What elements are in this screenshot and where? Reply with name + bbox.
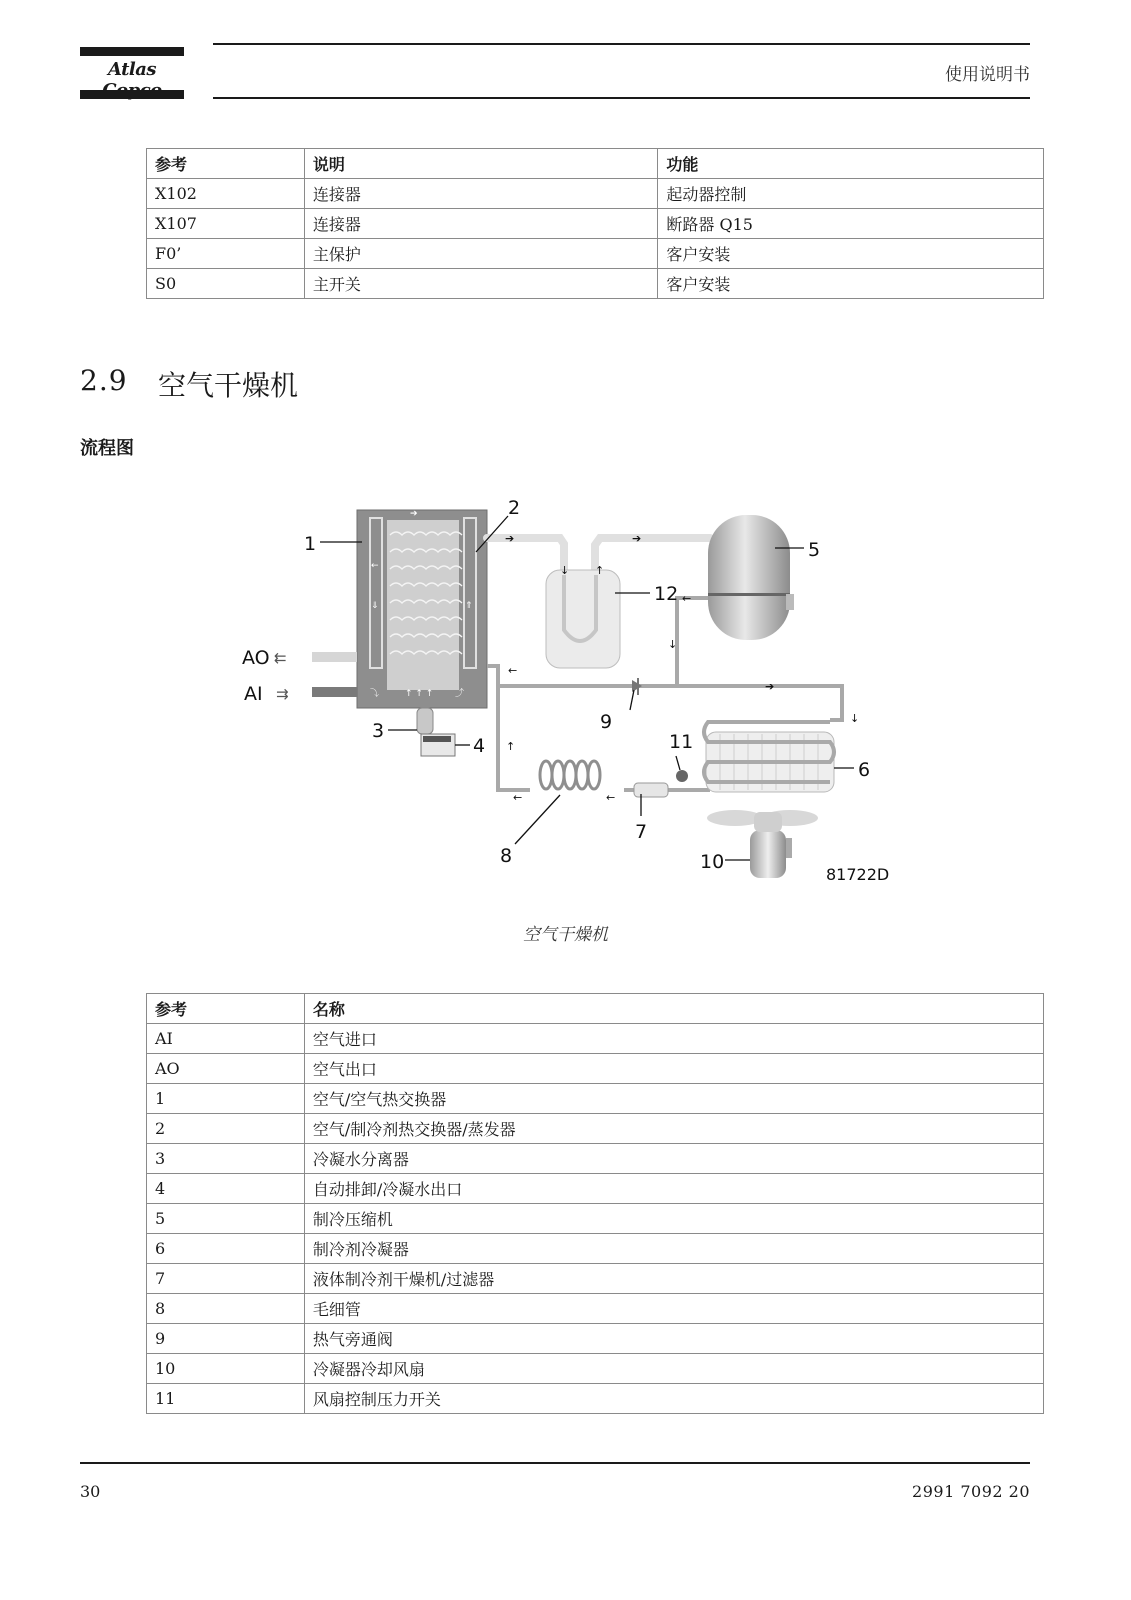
- table-row: [147, 1084, 1044, 1114]
- cell-ref: 2: [147, 1114, 305, 1144]
- callout-1: 1: [304, 533, 317, 555]
- logo-wordmark: Atlas: [107, 59, 157, 80]
- svg-text:↓: ↓: [668, 638, 678, 651]
- svg-text:←: ←: [513, 791, 523, 804]
- cell-ref: 11: [147, 1384, 305, 1414]
- cell-description: 主开关: [304, 269, 658, 299]
- cell-name: 空气/空气热交换器: [304, 1084, 1043, 1114]
- svg-text:➔: ➔: [765, 680, 775, 693]
- diagram-code: 81722D: [826, 865, 890, 884]
- svg-text:←: ←: [606, 791, 616, 804]
- svg-text:⇉: ⇉: [276, 685, 289, 703]
- air-dryer-flow-diagram: [230, 490, 910, 890]
- svg-text:←: ←: [371, 561, 379, 571]
- air-outlet-label: AO: [242, 647, 270, 669]
- cell-ref: F0’: [147, 239, 305, 269]
- table-row: [147, 179, 1044, 209]
- table-row: [147, 1354, 1044, 1384]
- svg-text:⤵: ⤵: [370, 689, 380, 699]
- component-legend-table: [146, 993, 1044, 1414]
- callout-6: 6: [858, 759, 871, 781]
- compressor-5: [708, 515, 794, 640]
- cell-name: 空气出口: [304, 1054, 1043, 1084]
- column-header-ref: 参考: [147, 149, 305, 179]
- callout-2: 2: [508, 497, 521, 519]
- svg-text:➔: ➔: [410, 509, 418, 519]
- cell-function: 起动器控制: [658, 179, 1044, 209]
- cell-description: 连接器: [304, 179, 658, 209]
- column-header-description: 说明: [304, 149, 658, 179]
- cell-description: 主保护: [304, 239, 658, 269]
- svg-text:⇇: ⇇: [274, 649, 287, 667]
- table-row: [147, 1114, 1044, 1144]
- cell-name: 毛细管: [304, 1294, 1043, 1324]
- svg-text:➔: ➔: [632, 532, 642, 545]
- cell-ref: 8: [147, 1294, 305, 1324]
- svg-text:↑ ↑ ↑: ↑ ↑ ↑: [405, 689, 434, 699]
- pressure-switch-11: [676, 770, 688, 782]
- svg-text:←: ←: [682, 592, 692, 605]
- heat-exchanger: [312, 509, 487, 708]
- section-title: 空气干燥机: [158, 369, 299, 402]
- cell-ref: 3: [147, 1144, 305, 1174]
- refrigerant-unit-12: [546, 570, 620, 668]
- table-row: [147, 1054, 1044, 1084]
- column-header-name: 名称: [304, 994, 1043, 1024]
- table-row: [147, 1294, 1044, 1324]
- cell-name: 冷凝器冷却风扇: [304, 1354, 1043, 1384]
- connector-table: [146, 148, 1044, 299]
- cell-name: 自动排卸/冷凝水出口: [304, 1174, 1043, 1204]
- cell-name: 制冷压缩机: [304, 1204, 1043, 1234]
- page-number: 30: [80, 1482, 101, 1501]
- callout-9: 9: [600, 711, 613, 733]
- table-row: [147, 209, 1044, 239]
- cell-ref: 6: [147, 1234, 305, 1264]
- cell-function: 客户安装: [658, 269, 1044, 299]
- section-number: 2.9: [80, 364, 128, 397]
- svg-text:←: ←: [508, 664, 518, 677]
- svg-text:↑: ↑: [506, 740, 516, 753]
- svg-text:⇓: ⇓: [371, 601, 379, 611]
- cell-ref: 5: [147, 1204, 305, 1234]
- cell-ref: S0: [147, 269, 305, 299]
- svg-text:↓: ↓: [850, 712, 860, 725]
- column-header-ref: 参考: [147, 994, 305, 1024]
- cell-function: 客户安装: [658, 239, 1044, 269]
- table-row: [147, 269, 1044, 299]
- cell-ref: AI: [147, 1024, 305, 1054]
- header-rule-top: [213, 43, 1030, 45]
- filter-dryer-7: [634, 783, 668, 797]
- callout-11: 11: [669, 731, 694, 753]
- callout-4: 4: [473, 735, 486, 757]
- callout-7: 7: [635, 821, 648, 843]
- table-row: [147, 1144, 1044, 1174]
- callout-3: 3: [372, 720, 385, 742]
- document-title: 使用说明书: [945, 65, 1030, 85]
- svg-text:↑: ↑: [595, 564, 605, 577]
- table-row: [147, 1324, 1044, 1354]
- document-number: 2991 7092 20: [912, 1482, 1030, 1501]
- header-rule-bottom: [213, 97, 1030, 99]
- table-row: [147, 1384, 1044, 1414]
- table-header-row: [147, 994, 1044, 1024]
- air-inlet-label: AI: [244, 683, 263, 705]
- svg-text:↓: ↓: [560, 564, 570, 577]
- table-row: [147, 1174, 1044, 1204]
- column-header-function: 功能: [658, 149, 1044, 179]
- cell-name: 空气/制冷剂热交换器/蒸发器: [304, 1114, 1043, 1144]
- cell-ref: X107: [147, 209, 305, 239]
- cell-name: 制冷剂冷凝器: [304, 1234, 1043, 1264]
- table-row: [147, 1234, 1044, 1264]
- callout-12: 12: [654, 583, 679, 605]
- cell-function: 断路器 Q15: [658, 209, 1044, 239]
- svg-text:➔: ➔: [505, 532, 515, 545]
- cell-ref: 10: [147, 1354, 305, 1384]
- cell-name: 液体制冷剂干燥机/过滤器: [304, 1264, 1043, 1294]
- footer-rule: [80, 1462, 1030, 1464]
- cell-ref: AO: [147, 1054, 305, 1084]
- cell-name: 风扇控制压力开关: [304, 1384, 1043, 1414]
- table-row: [147, 1264, 1044, 1294]
- svg-text:⤴: ⤴: [455, 689, 465, 699]
- cell-ref: 7: [147, 1264, 305, 1294]
- svg-text:⇑: ⇑: [465, 601, 473, 611]
- cell-name: 热气旁通阀: [304, 1324, 1043, 1354]
- capillary-tube-8: [540, 761, 600, 789]
- subsection-title: 流程图: [80, 438, 134, 459]
- cell-name: 冷凝水分离器: [304, 1144, 1043, 1174]
- figure-caption: 空气干燥机: [523, 925, 608, 945]
- condenser-6: [704, 722, 834, 792]
- cell-ref: 9: [147, 1324, 305, 1354]
- cell-ref: 4: [147, 1174, 305, 1204]
- table-row: [147, 239, 1044, 269]
- cell-ref: X102: [147, 179, 305, 209]
- callout-8: 8: [500, 845, 513, 867]
- cell-name: 空气进口: [304, 1024, 1043, 1054]
- table-header-row: [147, 149, 1044, 179]
- callout-10: 10: [700, 851, 725, 873]
- atlas-copco-logo: [80, 47, 184, 99]
- cell-description: 连接器: [304, 209, 658, 239]
- callout-5: 5: [808, 539, 821, 561]
- table-row: [147, 1024, 1044, 1054]
- table-row: [147, 1204, 1044, 1234]
- cell-ref: 1: [147, 1084, 305, 1114]
- logo-bar-top: [80, 47, 184, 56]
- logo-bar-bottom: [80, 90, 184, 99]
- condensate-separator: [417, 708, 455, 756]
